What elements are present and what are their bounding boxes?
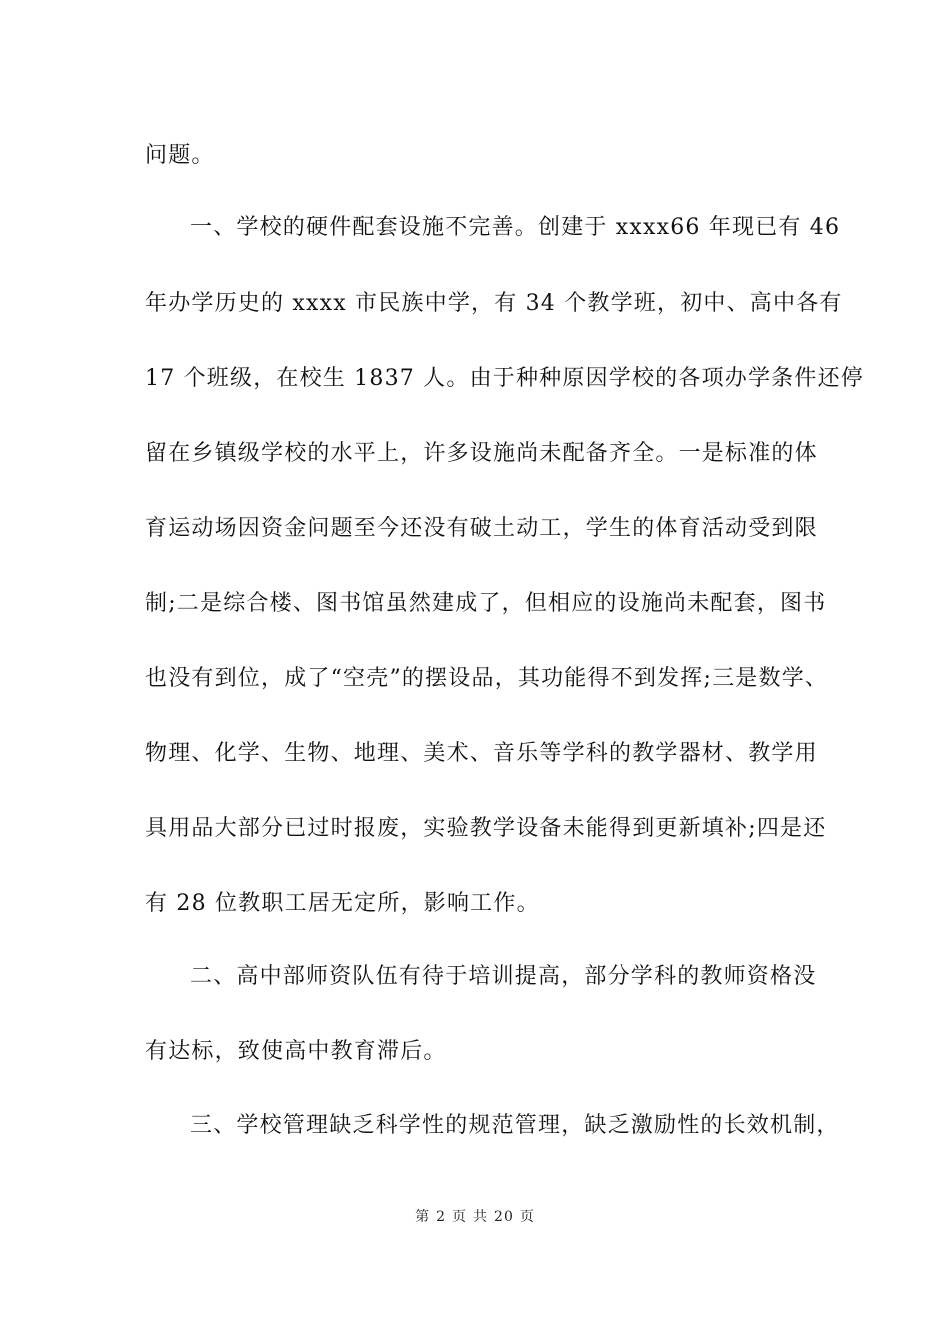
text-line: 有达标，致使高中教育滞后。 (145, 1039, 447, 1064)
text-line: 二、高中部师资队伍有待于培训提高，部分学科的教师资格没 (190, 964, 817, 989)
text-line: 具用品大部分已过时报废，实验教学设备未能得到更新填补;四是还 (145, 816, 827, 841)
footer-suffix: 页 (519, 1209, 535, 1225)
text-line: 也没有到位，成了“空壳”的摆设品，其功能得不到发挥;三是数学、 (145, 666, 829, 691)
current-page-number: 2 (436, 1209, 447, 1225)
text-line: 17 个班级，在校生 1837 人。由于种种原因学校的各项办学条件还停 (145, 366, 864, 391)
text-line: 问题。 (145, 143, 215, 168)
footer-page-label: 页 (452, 1209, 468, 1225)
total-page-count: 20 (494, 1209, 514, 1225)
text-line: 一、学校的硬件配套设施不完善。创建于 xxxx66 年现已有 46 (190, 215, 841, 240)
text-line: 有 28 位教职工居无定所，影响工作。 (145, 891, 540, 916)
text-line: 物理、化学、生物、地理、美术、音乐等学科的教学器材、教学用 (145, 741, 818, 766)
text-line: 制;二是综合楼、图书馆虽然建成了，但相应的设施尚未配套，图书 (145, 591, 827, 616)
text-line: 年办学历史的 xxxx 市民族中学，有 34 个教学班，初中、高中各有 (145, 291, 843, 316)
page-footer (0, 1208, 950, 1226)
text-line: 育运动场因资金问题至今还没有破土动工，学生的体育活动受到限 (145, 516, 818, 541)
text-line: 留在乡镇级学校的水平上，许多设施尚未配备齐全。一是标准的体 (145, 441, 818, 466)
text-line: 三、学校管理缺乏科学性的规范管理，缺乏激励性的长效机制， (190, 1113, 840, 1138)
footer-total-label: 共 (473, 1209, 489, 1225)
footer-prefix: 第 (415, 1209, 431, 1225)
